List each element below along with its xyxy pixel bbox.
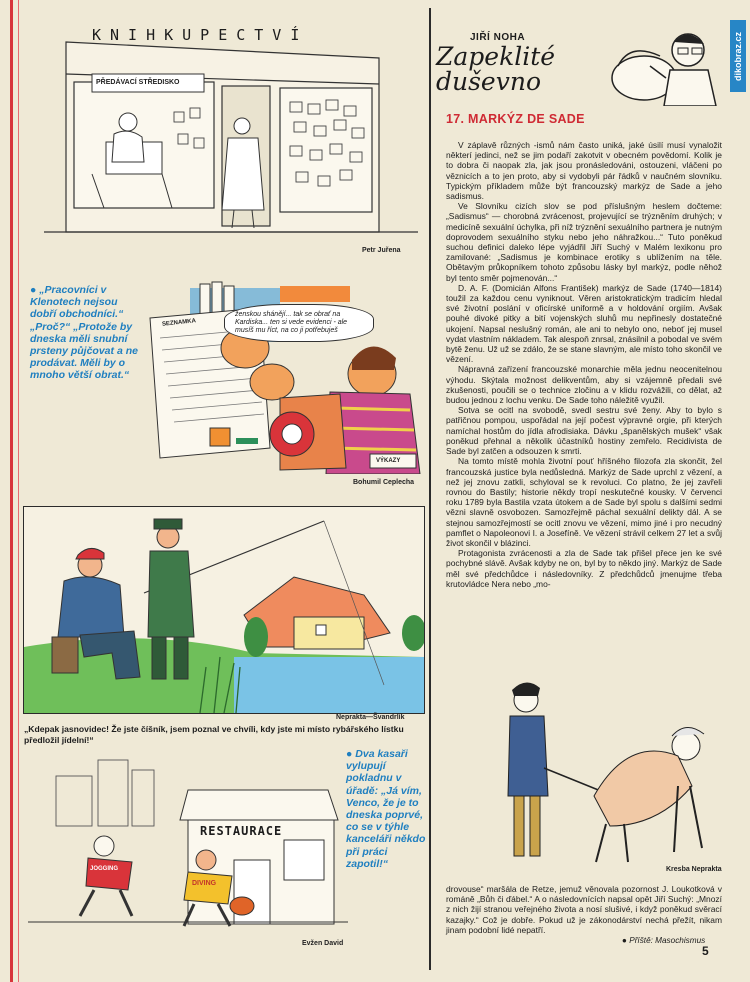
article-paragraph: Nápravná zařízení francouzské monarchie měla jednu neocenitelnou výhodu. Skýtala možnost delikventům, aby si vzájemně předali své zkušenosti, poučili se o technice zločinu a v klidu rozvážili, co dělat, až budou jednou z lochu venku. De Sade toho náležitě využil. — [446, 364, 722, 406]
restaurant-sign: RESTAURACE — [200, 824, 283, 838]
speech-bubble: ženskou shánějí... tak se obrať na Kardiska... ten si vede evidenci - ale musíš mu říct, na co ji potřebuješ — [224, 304, 374, 342]
diving-shirt: DIVING — [192, 880, 217, 887]
restaurant-cartoon — [28, 750, 348, 934]
article-paragraph: V záplavě různých -ismů nám často uniká, jaké úsilí musí vynaložit některí jedinci, než se jim podaří zakotvit v obecném povědomí. Kolik je to dobra či naopak zla, jak jsou pronásledováni, ostouzeni, vláčeni po věznicích a to jen proto, aby si vydobyli pár řádků v naučném slovníku. Typickým příkladem může být francouzský markýz de Sade a jeho sadismus. — [446, 140, 722, 202]
newspaper-credit: Bohumil Ceplecha — [353, 479, 415, 486]
newspaper-name: SEZNAMKA — [161, 318, 197, 328]
fishing-cartoon — [23, 506, 425, 714]
desade-credit: Kresba Neprakta — [666, 866, 722, 873]
restaurant-illustration — [28, 750, 348, 934]
fishing-caption: „Kdepak jasnovidec! Že jste číšník, jsem poznal ve chvíli, kdy jste mi místo rybářského lístku předložil jídelní!“ — [24, 724, 404, 745]
fishing-illustration — [24, 507, 424, 713]
fishing-credit: Neprakta—Švandrlík — [336, 714, 405, 721]
newspaper-cartoon — [140, 278, 422, 474]
next-issue — [622, 936, 705, 945]
bullet-dot-icon: ● — [346, 748, 356, 760]
bullet-dot-icon: ● — [30, 284, 40, 296]
bookstore-cartoon — [44, 22, 418, 246]
article-headline: 17. MARKÝZ DE SADE — [446, 112, 585, 126]
inner-sign: PŘEDÁVACÍ STŘEDISKO — [96, 79, 180, 86]
restaurant-caption — [346, 748, 426, 870]
newspaper-caption-text: „Pracovníci v Klenotech nejsou dobří obchodníci.“ „Proč?“ „Protože by dneska měli snubní prsteny půjčovat a ne prodávat. Měli by o mnoho větší obrat.“ — [30, 284, 138, 382]
bookstore-credit: Petr Juřena — [362, 247, 401, 254]
desade-illustration — [478, 676, 724, 866]
column-title — [436, 44, 606, 94]
report-label: VÝKAZY — [376, 458, 401, 464]
column-title-text: Zapeklité duševno — [436, 42, 556, 96]
bookstore-illustration — [44, 22, 418, 246]
newspaper-caption — [30, 284, 140, 382]
column-divider — [429, 8, 431, 970]
header-illustration — [600, 22, 720, 106]
doctor-caricature — [600, 22, 720, 106]
article-paragraph: D. A. F. (Domicián Alfons František) markýz de Sade (1740—1814) toužil za každou cenu vyniknout. Věren aristokratickým tradicím hledal své životní poslání v oficírské uniformě a v holdování orgiím. Avšak pouhé divoké pitky a bití vojenských sluhů mu nepřinesly dostatečné ukojení. Napsal neslušný román, ale ani to nebylo ono, neboť jej musel vydat vlastním nákladem. Tak alespoň znrsal, znásilnil a pobodal ve svém bytě ženu. Už už se zdálo, že se stane slavným, ale místo toho skončil ve vězení. — [446, 282, 722, 365]
article-body — [446, 140, 722, 589]
site-watermark: dikobraz.cz — [730, 20, 746, 92]
left-red-margin-line — [10, 0, 13, 982]
restaurant-caption-text: Dva kasaři vylupují pokladnu v úřadě: „Já vím, Venco, že je to dneska poprvé, co se v týhle kanceláři někdo při práci zapotil!“ — [346, 748, 426, 870]
next-issue-text: Příště: Masochismus — [629, 936, 706, 945]
page-number: 5 — [702, 944, 709, 958]
desade-cartoon — [478, 676, 724, 866]
article-paragraph: Sotva se ocitl na svobodě, svedl sestru své ženy. Aby to bylo s patřičnou pompou, uspořádal na její počest výpravné orgie, při kterých namíchal hostům do jídla afrodisiaka. Dávku „španělských mušek“ však poněkud přehnal a několik účastníků hostiny zemřelo. Recidivista de Sade byl zatčen a odsouzen k smrti. — [446, 405, 722, 457]
article-paragraph: Protagonista zvrácenosti a zla de Sade tak přišel přece jen ke své pochybné slávě. Avšak kdyby ne on, byl by to někdo jiný. Markýz de Sade měl své předchůdce i následovníky. Z předchůdců jmenujme třeba krutovládce Nera nebo „mo- — [446, 548, 722, 589]
article-ending: drovouse“ maršála de Retze, jemuž věnovala pozornost J. Loukotková v románě „Bůh či ďábel.“ A o následovnících napsal opět Jiří Suchý: „Mnozí z nich žijí stranou veřejného života a nosí slušivé, i když poněkud svěrací kazajky.“ Což je dobře. Pokud už je zákonodárství nechá přežít, nikam jinam podobní lidé nepatří. — [446, 884, 722, 935]
jogging-shirt: JOGGING — [90, 866, 119, 872]
article-paragraph: Na tomto místě mohla životní pouť hříšného filozofa zla skončit, žel francouzská justice byla nedůsledná. Markýz de Sade uprchl z vězení, a než jej znovu zatkli, schyloval se k revoluci. Co platno, že jej zavřeli rovnou do Bastily; historie někdy tropí neskutečné kousky. V červenci roku 1789 byla Bastila vzata útokem a de Sade byl spolu s dalšími sedmi vězni slavně osvobozen. Samozřejmě páchal sexuální delikty dál. A se stejnou samozřejmostí se ocitl znovu ve vězení, mimo jiné i pro necudný pamflet o Napoleonovi I. a Josefíně. Ve vězení strávil celkem 27 let a svůj život skončil v blázinci. — [446, 456, 722, 548]
article-paragraph: Ve Slovníku cizích slov se pod příslušným heslem dočteme: „Sadismus“ — chorobná zvrácenost, projevující se trýzněním druhých; v medicíně sexuální úchylka, při níž trýznění sexuálního partnera je nutným doprovodem sexuálního styku nebo jeho náhražkou...“ Tuto poněkud suchou definici daleko lépe vyjádřil Jiří Suchý v Malém lexikonu pro zamilované: „Sadismus je kombinace erotiky s ublížením na těle. Obětavým průkopníkem tohoto způsobu lásky byl markýz, podle něhož byl tento směr pojmenován...“ — [446, 201, 722, 283]
left-red-thin-line — [18, 0, 19, 982]
bullet-dot-icon: ● — [622, 936, 630, 945]
shop-sign: KNIHKUPECTVÍ — [92, 26, 309, 44]
column-author: JIŘÍ NOHA — [470, 32, 526, 43]
restaurant-credit: Evžen David — [302, 940, 344, 947]
